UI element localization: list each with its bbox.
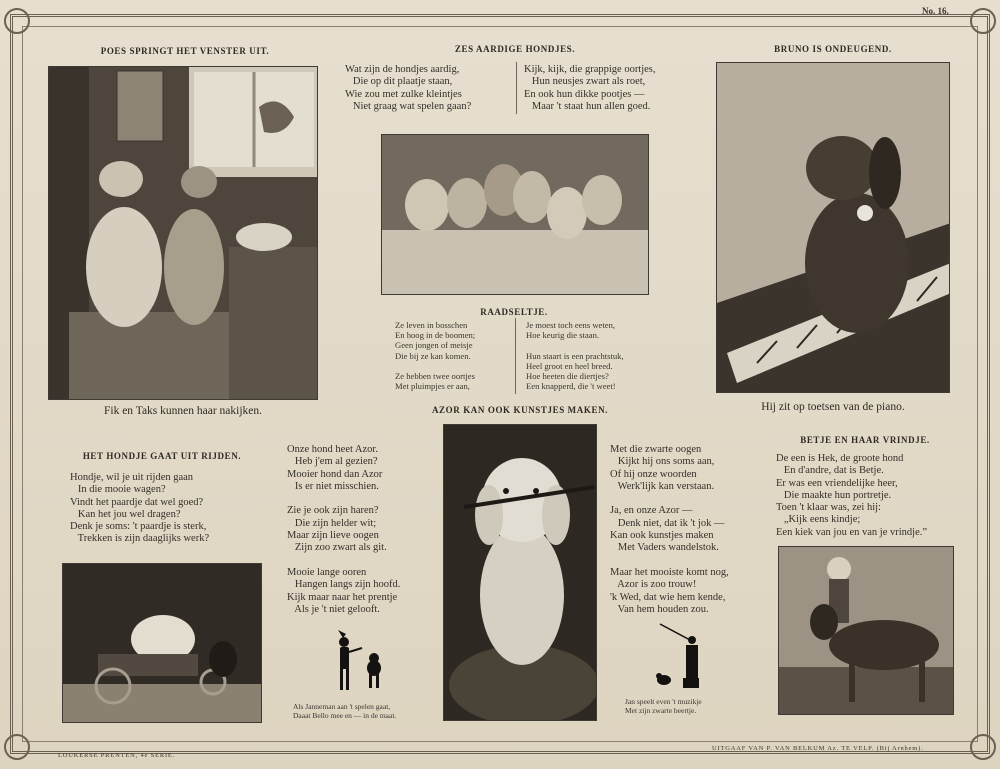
photo-dogs-window	[48, 66, 318, 400]
footer-publisher: UITGAAF VAN P. VAN BELKUM Az. TE VELP. (Bij Arnhem).	[712, 745, 924, 752]
title-hondjes: ZES AARDIGE HONDJES.	[454, 44, 576, 54]
title-poes: POES SPRINGT HET VENSTER UIT.	[100, 46, 270, 56]
silhouette-boy-with-bear	[650, 620, 710, 692]
verse-betje: De een is Hek, de groote hond En d'andre, dat is Betje. Er was een vriendelijke heer, Die maakte hun portretje. Toen 't klaar was, zei hij: „Kijk eens kindje; Een kiek van jou en van je vrindje.”	[776, 453, 928, 538]
caption-silhouette-left: Als Janneman aan 't spelen gaat, Daaat Bello mee en — in de maat.	[293, 702, 397, 720]
page-number: No. 16.	[922, 6, 949, 16]
verse-hondjes-right: Kijk, kijk, die grappige oortjes, Hun neusjes zwart als roet, En ook hun dikke pootjes — Maar 't staat hun allen goed.	[524, 64, 656, 112]
verse-raadseltje-left: Ze leven in bosschen En hoog in de boomen; Geen jongen of meisje Die bij ze kan komen. Ze hebben twee oortjes Met pluimpjes er aan,	[395, 320, 476, 392]
title-betje: BETJE EN HAAR VRINDJE.	[800, 435, 930, 445]
caption-bruno: Hij zit op toetsen van de piano.	[761, 401, 905, 413]
divider-hondjes	[516, 62, 517, 114]
verse-hondjes-left: Wat zijn de hondjes aardig, Die op dit plaatje staan, Wie zou met zulke kleintjes Niet graag wat spelen gaan?	[345, 64, 472, 112]
divider-raadseltje	[515, 318, 516, 394]
caption-poes: Fik en Taks kunnen haar nakijken.	[103, 405, 263, 417]
title-raadseltje: RAADSELTJE.	[480, 307, 548, 317]
photo-poodle-with-stick	[443, 424, 597, 721]
title-bruno: BRUNO IS ONDEUGEND.	[774, 44, 892, 54]
caption-silhouette-right: Jan speelt even 't muzikje Met zijn zwarte beertje.	[625, 697, 702, 715]
title-rijden: HET HONDJE GAAT UIT RIJDEN.	[82, 451, 242, 461]
footer-series: LOUKERSE PRENTEN, 4e SERIE.	[58, 752, 176, 759]
corner-ornament-top-right	[970, 8, 996, 34]
verse-rijden: Hondje, wil je uit rijden gaan In die mooie wagen? Vindt het paardje dat wel goed? Kan het jou wel dragen? Denk je soms: 't paardje is sterk, Trekken is zijn daaglijks werk?	[70, 472, 210, 545]
photo-dog-in-cart	[62, 563, 262, 723]
title-azor: AZOR KAN OOK KUNSTJES MAKEN.	[431, 405, 609, 415]
photo-six-puppies	[381, 134, 649, 295]
photo-girl-with-dog	[778, 546, 954, 715]
corner-ornament-top-left	[4, 8, 30, 34]
verse-azor-intro: Onze hond heet Azor. Heb j'em al gezien? Mooier hond dan Azor Is er niet misschien. Zie je ook zijn haren? Die zijn helder wit; Maar zijn lieve oogen Zijn zoo zwart als git. Mooie lange ooren Hangen langs zijn hoofd. Kijk maar naar het prentje Als je 't niet gelooft.	[287, 444, 401, 615]
corner-ornament-bottom-right	[970, 734, 996, 760]
photo-dachshund-piano	[716, 62, 950, 393]
corner-ornament-bottom-left	[4, 734, 30, 760]
verse-raadseltje-right: Je moest toch eens weten, Hoe keurig die staan. Hun staart is een prachtstuk, Heel groot en heel breed. Hoe heeten die diertjes? Een knapperd, die 't weet!	[526, 320, 624, 392]
verse-azor: Met die zwarte oogen Kijkt hij ons soms aan, Of hij onze woorden Werk'lijk kan verstaan. Ja, en onze Azor — Denk niet, dat ik 't jok — Kan ook kunstjes maken Met Vaders wandelstok. Maar het mooiste komt nog, Azor is zoo trouw! 'k Wed, dat wie hem kende, Van hem houden zou.	[610, 444, 729, 615]
silhouette-boy-with-dog	[330, 628, 390, 696]
